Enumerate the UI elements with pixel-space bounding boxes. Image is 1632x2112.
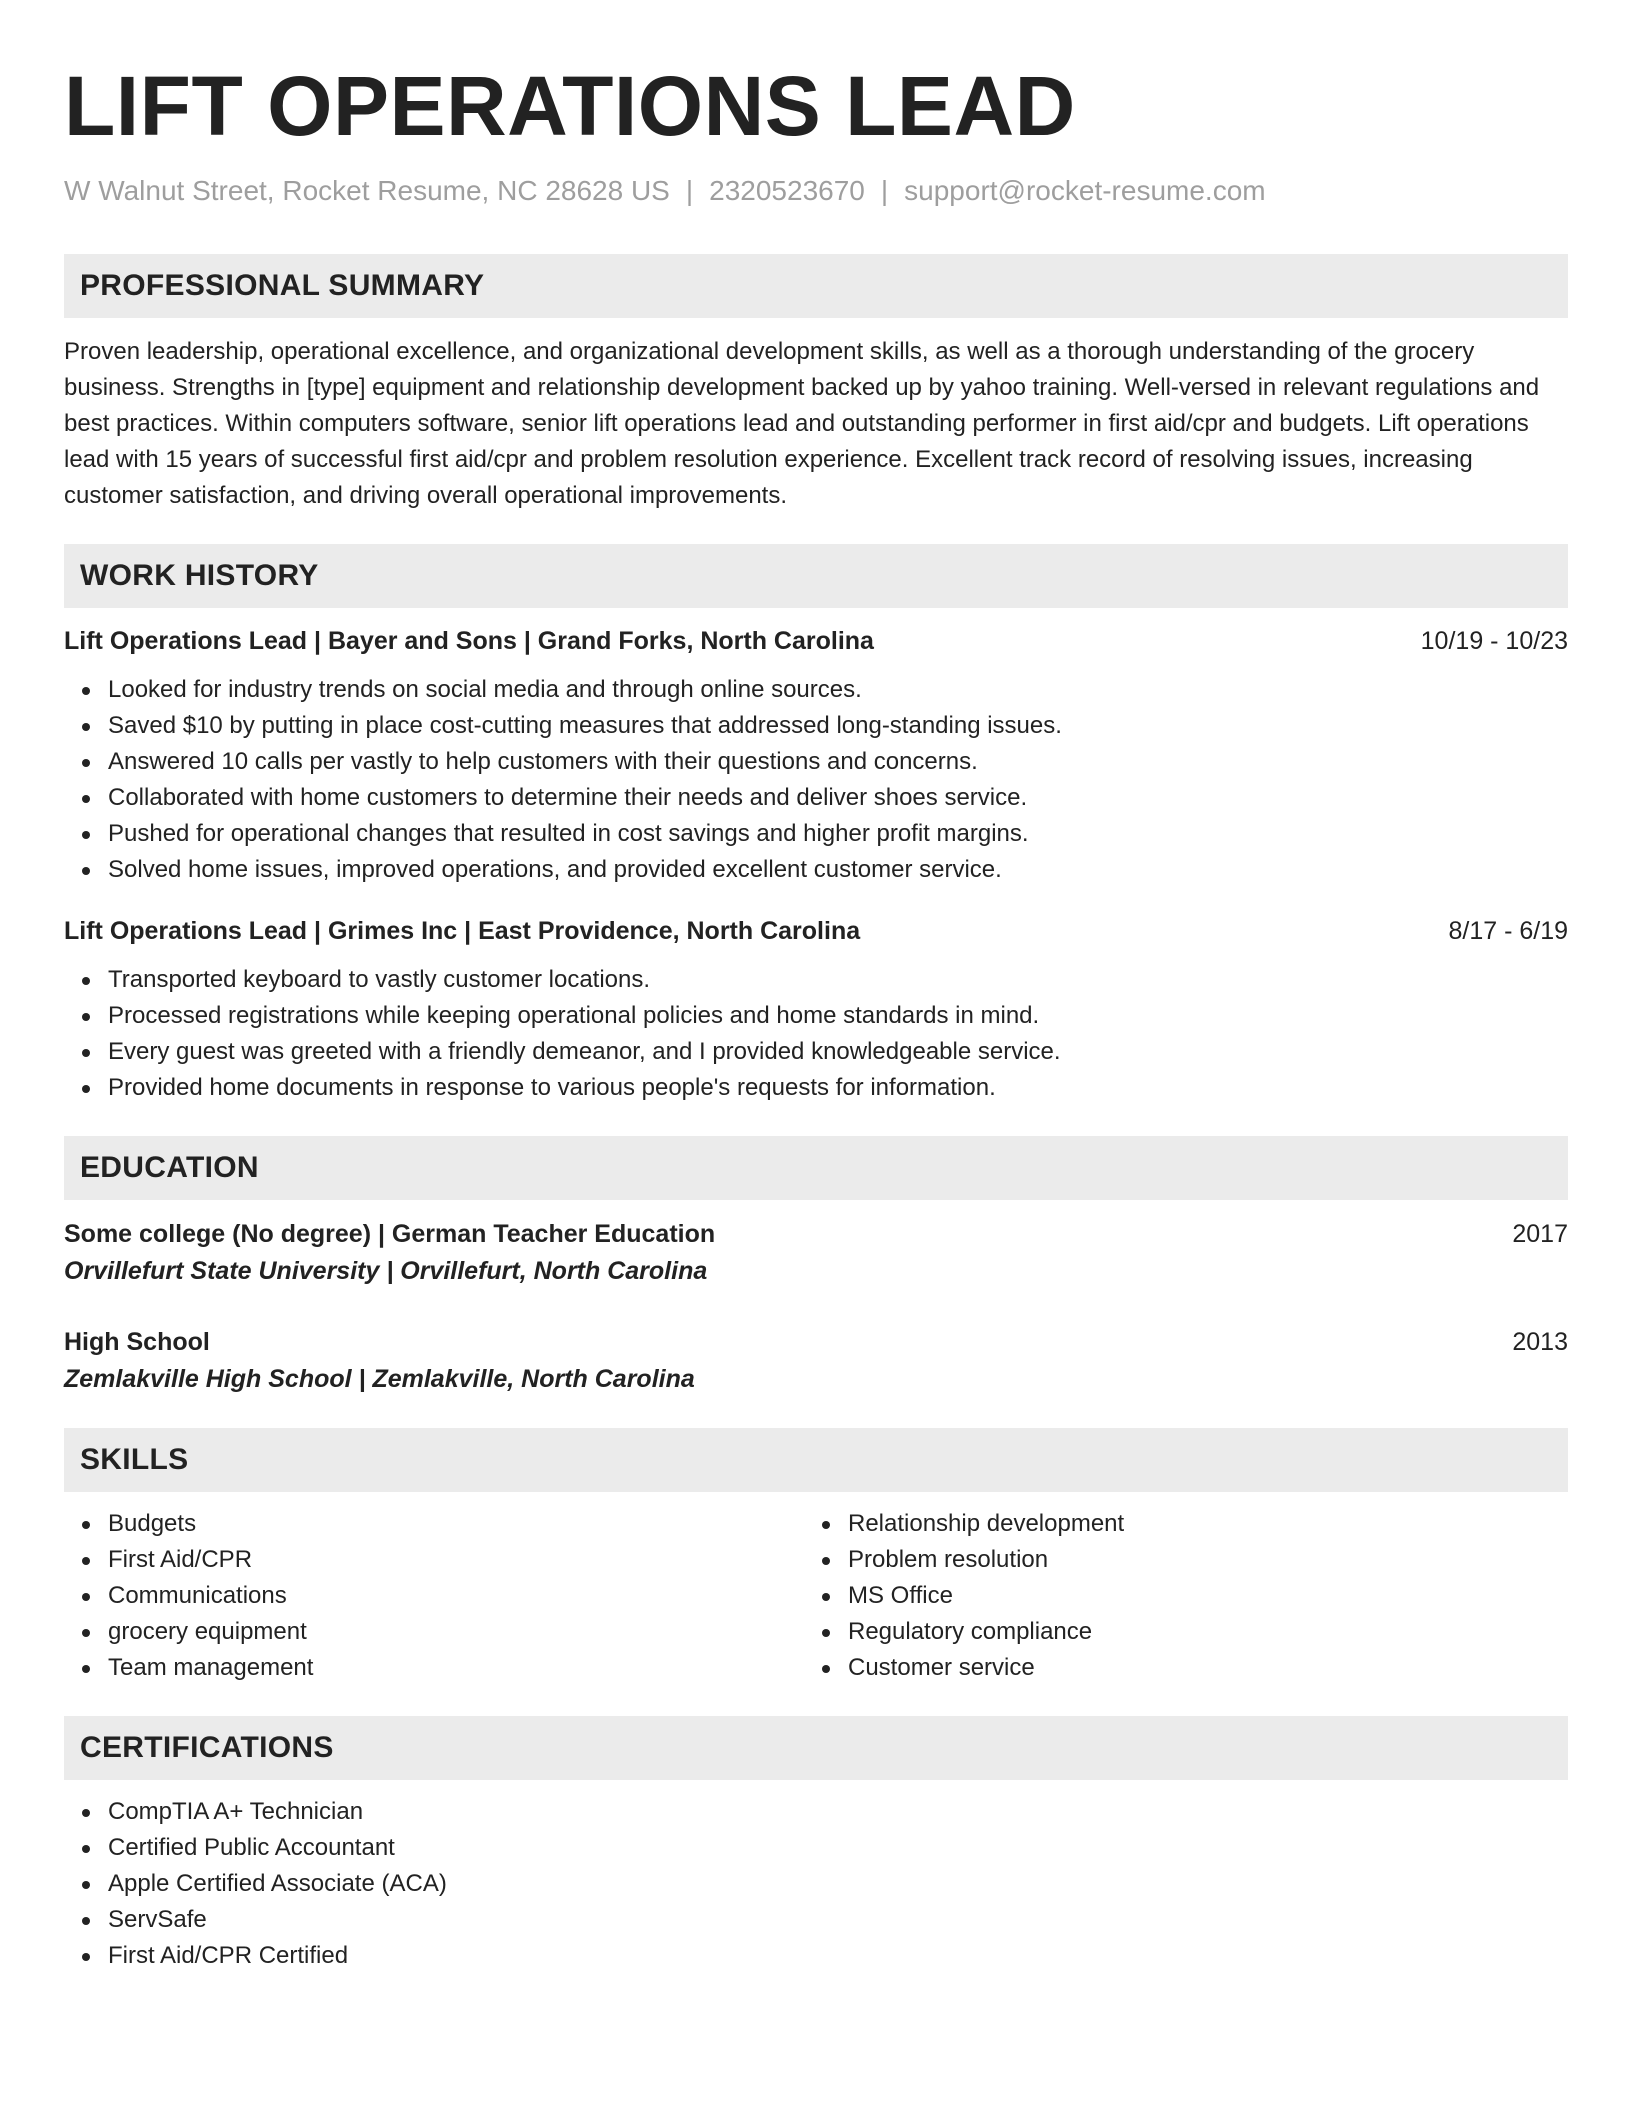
list-item: Certified Public Accountant bbox=[108, 1830, 1568, 1866]
contact-address: W Walnut Street, Rocket Resume, NC 28628 US bbox=[64, 175, 670, 206]
list-item: Apple Certified Associate (ACA) bbox=[108, 1866, 1568, 1902]
list-item: Customer service bbox=[848, 1650, 1544, 1686]
certifications-list bbox=[64, 1794, 1568, 1974]
list-item: Every guest was greeted with a friendly demeanor, and I provided knowledgeable service. bbox=[108, 1034, 1568, 1070]
list-item: Looked for industry trends on social media and through online sources. bbox=[108, 672, 1568, 708]
list-item: Answered 10 calls per vastly to help customers with their questions and concerns. bbox=[108, 744, 1568, 780]
education-entry bbox=[64, 1324, 1568, 1398]
skills-column-left bbox=[64, 1506, 804, 1686]
education-degree: Some college (No degree) | German Teacher Education bbox=[64, 1220, 716, 1248]
education-entry bbox=[64, 1216, 1568, 1290]
list-item: First Aid/CPR bbox=[108, 1542, 804, 1578]
list-item: Transported keyboard to vastly customer locations. bbox=[108, 962, 1568, 998]
section-header-certifications: CERTIFICATIONS bbox=[64, 1716, 1568, 1780]
skills-list bbox=[64, 1506, 804, 1686]
job-title: Lift Operations Lead | Grimes Inc | East Providence, North Carolina bbox=[64, 917, 861, 945]
list-item: grocery equipment bbox=[108, 1614, 804, 1650]
list-item: Communications bbox=[108, 1578, 804, 1614]
list-item: Collaborated with home customers to determine their needs and deliver shoes service. bbox=[108, 780, 1568, 816]
list-item: Pushed for operational changes that resulted in cost savings and higher profit margins. bbox=[108, 816, 1568, 852]
list-item: MS Office bbox=[848, 1578, 1544, 1614]
list-item: ServSafe bbox=[108, 1902, 1568, 1938]
list-item: CompTIA A+ Technician bbox=[108, 1794, 1568, 1830]
page-title: LIFT OPERATIONS LEAD bbox=[64, 59, 1076, 153]
contact-separator: | bbox=[880, 175, 889, 206]
job-header bbox=[64, 624, 1568, 658]
job-entry bbox=[64, 914, 1568, 1106]
list-item: Solved home issues, improved operations, and provided excellent customer service. bbox=[108, 852, 1568, 888]
education-degree: High School bbox=[64, 1328, 210, 1356]
job-bullets bbox=[64, 962, 1568, 1106]
list-item: Processed registrations while keeping operational policies and home standards in mind. bbox=[108, 998, 1568, 1034]
contact-line bbox=[64, 174, 1568, 208]
section-header-work-history: WORK HISTORY bbox=[64, 544, 1568, 608]
education-year: 2013 bbox=[1512, 1328, 1568, 1356]
contact-separator: | bbox=[685, 175, 694, 206]
education-year: 2017 bbox=[1512, 1220, 1568, 1248]
list-item: Provided home documents in response to various people's requests for information. bbox=[108, 1070, 1568, 1106]
section-header-education: EDUCATION bbox=[64, 1136, 1568, 1200]
list-item: Regulatory compliance bbox=[848, 1614, 1544, 1650]
section-header-summary: PROFESSIONAL SUMMARY bbox=[64, 254, 1568, 318]
skills-column-right bbox=[804, 1506, 1544, 1686]
job-dates: 10/19 - 10/23 bbox=[1420, 627, 1568, 655]
list-item: Saved $10 by putting in place cost-cutting measures that addressed long-standing issues. bbox=[108, 708, 1568, 744]
education-header bbox=[64, 1324, 1568, 1360]
section-header-skills: SKILLS bbox=[64, 1428, 1568, 1492]
job-header bbox=[64, 914, 1568, 948]
job-entry bbox=[64, 624, 1568, 888]
education-header bbox=[64, 1216, 1568, 1252]
skills-grid bbox=[64, 1506, 1568, 1686]
list-item: Budgets bbox=[108, 1506, 804, 1542]
list-item: Problem resolution bbox=[848, 1542, 1544, 1578]
job-bullets bbox=[64, 672, 1568, 888]
education-school: Orvillefurt State University | Orvillefurt, North Carolina bbox=[64, 1257, 708, 1285]
education-school: Zemlakville High School | Zemlakville, North Carolina bbox=[64, 1365, 695, 1393]
list-item: Relationship development bbox=[848, 1506, 1544, 1542]
contact-email: support@rocket-resume.com bbox=[904, 175, 1266, 206]
list-item: Team management bbox=[108, 1650, 804, 1686]
skills-list bbox=[804, 1506, 1544, 1686]
list-item: First Aid/CPR Certified bbox=[108, 1938, 1568, 1974]
summary-text: Proven leadership, operational excellence, and organizational development skills, as well as a thorough understanding of the grocery business. Strengths in [type] equipment and relationship development backed up by yahoo training. Well-versed in relevant regulations and best practices. Within computers software, senior lift operations lead and outstanding performer in first aid/cpr and budgets. Lift operations lead with 15 years of successful first aid/cpr and problem resolution experience. Excellent track record of resolving issues, increasing customer satisfaction, and driving overall operational improvements. bbox=[64, 338, 1540, 509]
contact-phone: 2320523670 bbox=[709, 175, 865, 206]
job-dates: 8/17 - 6/19 bbox=[1448, 917, 1568, 945]
job-title: Lift Operations Lead | Bayer and Sons | Grand Forks, North Carolina bbox=[64, 627, 874, 655]
